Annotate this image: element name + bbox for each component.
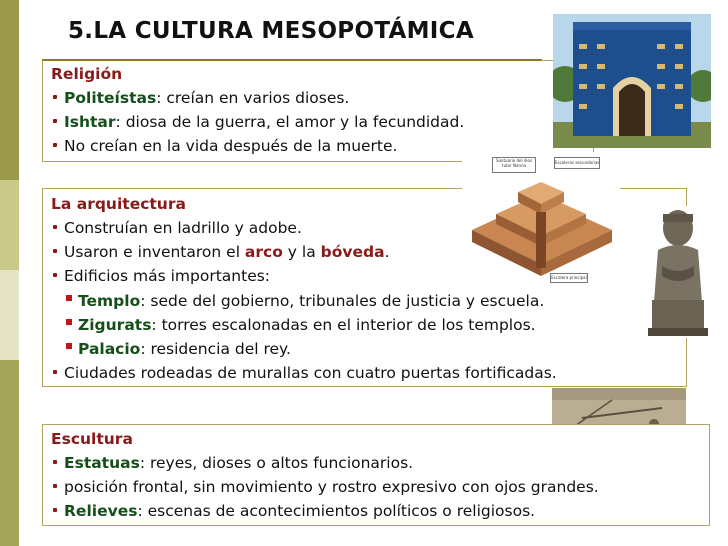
title-underline (42, 59, 542, 61)
ishtar-gate-image (553, 14, 711, 148)
left-decorative-strip (0, 0, 19, 546)
religion-item-2 (51, 113, 464, 131)
item-text: : reyes, dioses o altos funcionarios. (139, 454, 414, 472)
architecture-item-4 (51, 364, 557, 382)
religion-heading: Religión (51, 65, 123, 83)
bullet-icon (53, 370, 57, 374)
keyword-relieves: Relieves (64, 502, 138, 520)
item-text: : residencia del rey. (140, 340, 291, 358)
item-text: : creían en varios dioses. (156, 89, 350, 107)
item-text: Ciudades rodeadas de murallas con cuatro puertas fortificadas. (64, 364, 557, 382)
page-title: 5.LA CULTURA MESOPOTÁMICA (68, 18, 474, 44)
bullet-icon (53, 95, 57, 99)
bullet-icon (53, 249, 57, 253)
keyword-estatuas: Estatuas (64, 454, 140, 472)
bullet-icon (53, 484, 57, 488)
item-text: y la (282, 243, 321, 261)
item-text: Usaron e inventaron el (64, 243, 245, 261)
item-text: . (384, 243, 390, 261)
ziggurat-label-secondary-stairs: Escaleras secundarias (554, 157, 600, 169)
keyword-zigurats: Zigurats (78, 316, 152, 334)
item-text: : escenas de acontecimientos políticos o religiosos. (137, 502, 536, 520)
architecture-item-3 (51, 267, 270, 285)
architecture-item-2 (51, 243, 390, 261)
sculpture-item-2 (51, 478, 599, 496)
keyword-boveda: bóveda (320, 243, 385, 261)
architecture-sub-item-3 (66, 340, 291, 358)
ziggurat-image (462, 152, 620, 280)
bullet-icon (53, 460, 57, 464)
architecture-heading: La arquitectura (51, 195, 186, 213)
bullet-icon (53, 119, 57, 123)
square-bullet-icon (66, 343, 72, 349)
keyword-templo: Templo (78, 292, 141, 310)
architecture-sub-item-1 (66, 292, 544, 310)
sculpture-item-3 (51, 502, 535, 520)
statue-image (646, 206, 710, 338)
sculpture-heading: Escultura (51, 430, 133, 448)
item-text: : sede del gobierno, tribunales de justicia y escuela. (140, 292, 545, 310)
ziggurat-label-main-stairs: Escalera principal (550, 273, 588, 283)
item-text: : torres escalonadas en el interior de los templos. (151, 316, 536, 334)
bullet-icon (53, 225, 57, 229)
keyword-politeistas: Politeístas (64, 89, 157, 107)
bullet-icon (53, 508, 57, 512)
architecture-sub-item-2 (66, 316, 536, 334)
architecture-item-1 (51, 219, 302, 237)
religion-item-3 (51, 137, 397, 155)
keyword-palacio: Palacio (78, 340, 141, 358)
item-text: : diosa de la guerra, el amor y la fecundidad. (115, 113, 465, 131)
item-text: Construían en ladrillo y adobe. (64, 219, 302, 237)
bullet-icon (53, 273, 57, 277)
square-bullet-icon (66, 295, 72, 301)
sculpture-item-1 (51, 454, 413, 472)
item-text: Edificios más importantes: (64, 267, 271, 285)
bullet-icon (53, 143, 57, 147)
square-bullet-icon (66, 319, 72, 325)
religion-item-1 (51, 89, 349, 107)
keyword-ishtar: Ishtar (64, 113, 116, 131)
item-text: posición frontal, sin movimiento y rostro expresivo con ojos grandes. (64, 478, 599, 496)
ziggurat-label-sanctuary: Santuario del dios tutor Nanna (492, 157, 536, 173)
item-text: No creían en la vida después de la muerte. (64, 137, 398, 155)
keyword-arco: arco (244, 243, 283, 261)
